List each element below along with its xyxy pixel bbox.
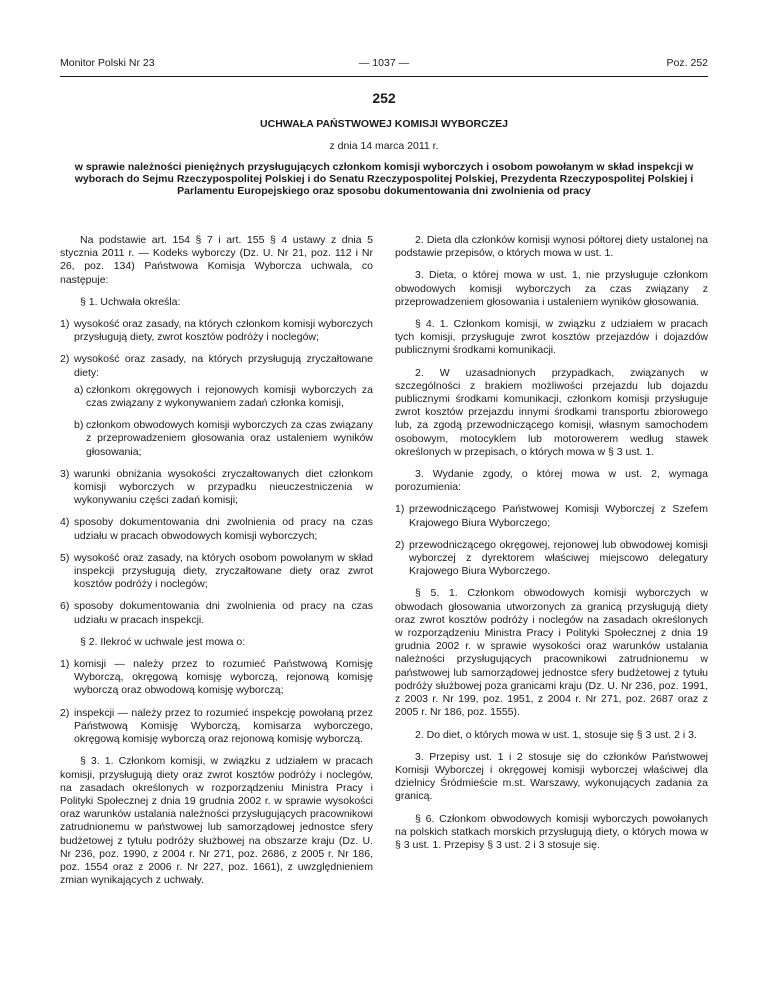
document-title: UCHWAŁA PAŃSTWOWEJ KOMISJI WYBORCZEJ [260, 118, 508, 130]
list-item-text: wysokość oraz zasady, na których osobom powołanym w skład inspekcji przysługują diety, zryczałtowane diety oraz zwrot kosztów podróży i noclegów; [74, 551, 373, 591]
list-item-number: 2) [395, 538, 405, 551]
list-item-number: 2) [60, 353, 70, 366]
list-item-number: 2) [60, 706, 70, 719]
sub-list-item [74, 419, 373, 459]
list-item-text: przewodniczącego okręgowej, rejonowej lub obwodowej komisji wyborczej z dyrektorem właściwej miejscowo delegatury Krajowego Biura Wyborczego. [409, 538, 708, 578]
paragraph: 3. Wydanie zgody, o której mowa w ust. 2, wymaga porozumienia: [395, 468, 708, 494]
list-item-text: sposoby dokumentowania dni zwolnienia od pracy na czas udziału w pracach obwodowych komisji wyborczych; [74, 516, 373, 542]
section-4-paragraph: § 4. 1. Członkom komisji, w związku z udziałem w pracach tych komisji, przysługuje zwrot kosztów przejazdów i dojazdów publicznymi środkami komunikacji. [395, 318, 708, 357]
list-item [60, 318, 373, 344]
list-item-text: inspekcji — należy przez to rozumieć inspekcję powołaną przez Państwową Komisję Wyborczą, komisarza wyborczego, okręgową komisję wyborczą oraz rejonową komisję wyborczą. [74, 706, 373, 746]
list-item-text: wysokość oraz zasady, na których przysługują zryczałtowane diety: [74, 353, 373, 379]
left-column [60, 234, 373, 896]
list-item [60, 468, 373, 508]
section-3-paragraph: § 3. 1. Członkom komisji, w związku z udziałem w pracach komisji, przysługują diety oraz zwrot kosztów podróży i noclegów, na zasadach określonych w rozporządzeniu Ministra Pracy i Polityki Społecznej z dnia 19 grudnia 2002 r. w sprawie wysokości oraz warunków ustalania należności przysługujących pracownikowi zatrudnionemu w państwowej lub samorządowej jednostce sfery budżetowej z tytułu podróży służbowej na obszarze kraju (Dz. U. Nr 236, poz. 1990, z 2004 r. Nr 271, poz. 2686, z 2005 r. Nr 186, poz. 1554 oraz z 2006 r. Nr 227, poz. 1661), z uwzględnieniem zmian wynikających z uchwały. [60, 755, 373, 887]
list-item [60, 516, 373, 542]
sub-list-item [74, 384, 373, 410]
paragraph: 3. Dieta, o której mowa w ust. 1, nie przysługuje członkom obwodowych komisji wyborczych za czas związany z przeprowadzeniem głosowania i ustaleniem wyników głosowania. [395, 269, 708, 308]
header-rule [60, 76, 708, 77]
list-item-number: 6) [60, 600, 70, 613]
intro-paragraph: Na podstawie art. 154 § 7 i art. 155 § 4 ustawy z dnia 5 stycznia 2011 r. — Kodeks wyborczy (Dz. U. Nr 21, poz. 112 i Nr 26, poz. 134) Państwowa Komisja Wyborcza uchwala, co następuje: [60, 234, 373, 286]
list-item-number: 3) [60, 467, 70, 480]
paragraph: 2. Dieta dla członków komisji wynosi półtorej diety ustalonej na podstawie przepisów, o których mowa w ust. 1. [395, 234, 708, 260]
page-number: — 1037 — [358, 57, 410, 69]
list-item-text: wysokość oraz zasady, na których członkom komisji wyborczych przysługują diety, zwrot kosztów podróży i noclegów; [74, 318, 373, 344]
sub-list-item-letter: a) [74, 383, 84, 396]
list-item [60, 353, 373, 379]
document-number: 252 [372, 90, 396, 106]
page-header [60, 57, 708, 73]
sub-list-item-letter: b) [74, 419, 84, 432]
list-item [395, 503, 708, 529]
sub-list-item-text: członkom okręgowych i rejonowych komisji wyborczych za czas związany z wykonywaniem zadań członka komisji, [86, 383, 373, 410]
paragraph: 2. Do diet, o których mowa w ust. 1, stosuje się § 3 ust. 2 i 3. [415, 728, 697, 741]
list-item-text: przewodniczącego Państwowej Komisji Wyborczej z Szefem Krajowego Biura Wyborczego; [409, 503, 708, 529]
list-item-number: 1) [60, 318, 70, 331]
document-date: z dnia 14 marca 2011 r. [329, 140, 439, 152]
journal-name: Monitor Polski Nr 23 [60, 57, 155, 69]
paragraph: 3. Przepisy ust. 1 i 2 stosuje się do członków Państwowej Komisji Wyborczej i okręgowej komisji wyborczej właściwej dla dzielnicy Śródmieście m.st. Warszawy, wykonujących zadania za granicą. [395, 750, 708, 803]
list-item [395, 539, 708, 579]
position-number: Poz. 252 [666, 57, 708, 69]
list-item-number: 1) [60, 658, 70, 671]
right-column [395, 234, 708, 861]
list-item-number: 5) [60, 551, 70, 564]
list-item-number: 1) [395, 503, 405, 516]
section-6-paragraph: § 6. Członkom obwodowych komisji wyborczych powołanych na polskich statkach morskich przysługują diety, o których mowa w § 3 ust. 1. Przepisy § 3 ust. 2 i 3 stosuje się. [395, 812, 708, 851]
sub-list-item-text: członkom obwodowych komisji wyborczych za czas związany z przeprowadzeniem głosowania oraz ustaleniem wyników głosowania; [86, 419, 373, 458]
paragraph: 2. W uzasadnionych przypadkach, związanych w szczególności z brakiem możliwości przejazdu lub dojazdu publicznymi środkami komunikacji, członkom komisji przysługuje zwrot kosztów przejazdu innymi środkami transportu zbiorowego lub, za zgodą przewodniczącego komisji, własnym samochodem osobowym, motocyklem lub motorowerem według stawek określonych w przepisach, o których mowa w § 3 ust. 1. [395, 366, 708, 458]
list-item [60, 707, 373, 747]
list-item-text: sposoby dokumentowania dni zwolnienia od pracy na czas udziału w pracach inspekcji. [74, 600, 373, 626]
document-subject: w sprawie należności pieniężnych przysługujących członkom komisji wyborczych i osobom powołanym w skład inspekcji w wyborach do Sejmu Rzeczypospolitej Polskiej i do Senatu Rzeczypospolitej Polskiej, Prezydenta Rzeczypospolitej Polskiej i Parlamentu Europejskiego oraz sposobu dokumentowania dni zwolnienia od pracy [74, 161, 694, 197]
list-item-number: 4) [60, 516, 70, 529]
list-item-text: komisji — należy przez to rozumieć Państwową Komisję Wyborczą, okręgową komisję wyborczą, rejonową komisję wyborczą oraz obwodową komisję wyborczą; [74, 658, 373, 697]
list-item-text: warunki obniżania wysokości zryczałtowanych diet członkom komisji wyborczych w przypadku nieuczestniczenia w wykonywaniu części zadań komisji; [74, 467, 373, 507]
list-item [60, 600, 373, 626]
list-item [60, 552, 373, 592]
section-1-heading: § 1. Uchwała określa: [80, 295, 181, 308]
section-5-paragraph: § 5. 1. Członkom obwodowych komisji wyborczych w obwodach głosowania utworzonych za granicą przysługują diety oraz zwrot kosztów podróży i noclegów na zasadach określonych w rozporządzeniu Ministra Pracy i Polityki Społecznej z dnia 19 grudnia 2002 r. w sprawie wysokości oraz warunków ustalania należności przysługujących pracownikowi zatrudnionemu w państwowej lub samorządowej jednostce sfery budżetowej z tytułu podróży służbowej poza granicami kraju (Dz. U. Nr 236, poz. 1991, z 2003 r. Nr 199, poz. 1951, z 2004 r. Nr 271, poz. 2687 oraz z 2005 r. Nr 186, poz. 1555). [395, 587, 708, 719]
section-2-heading: § 2. Ilekroć w uchwale jest mowa o: [80, 635, 246, 648]
list-item [60, 658, 373, 698]
